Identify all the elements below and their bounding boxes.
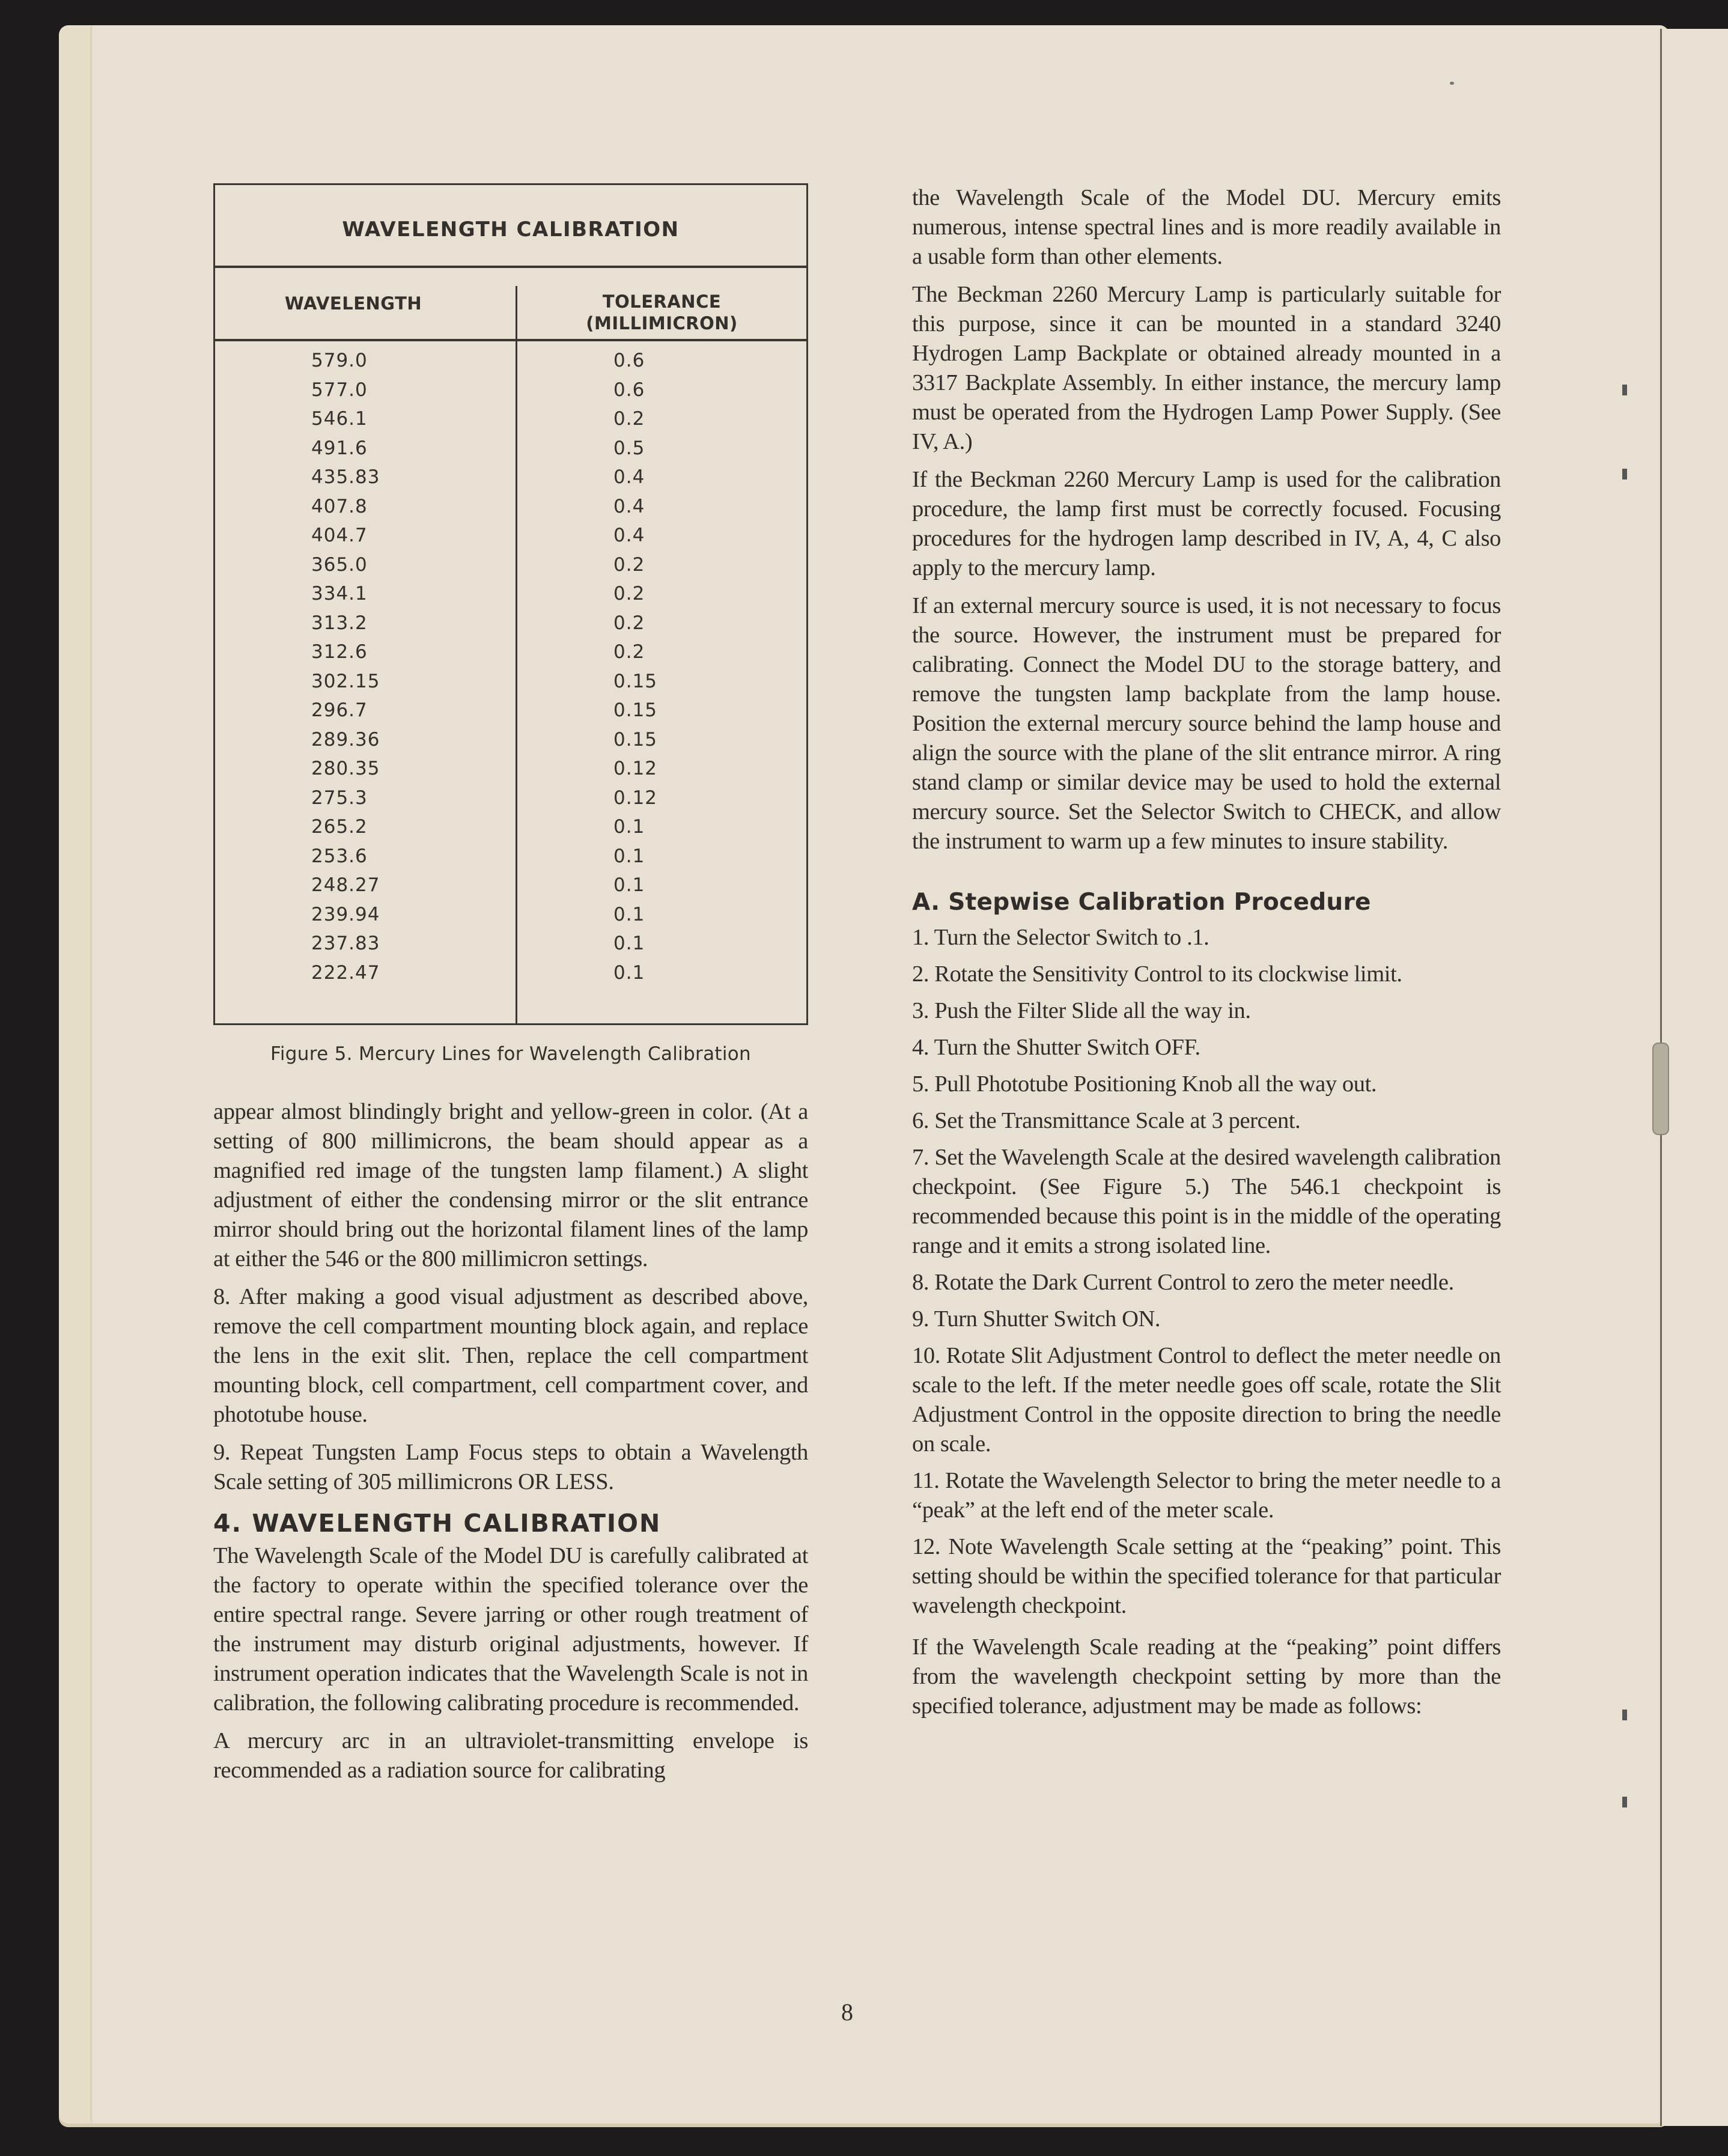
tolerance-cell: 0.2 — [613, 553, 645, 576]
tolerance-cell: 0.12 — [613, 787, 658, 809]
page-number: 8 — [841, 1999, 853, 2026]
binding-thread-icon — [1622, 469, 1627, 480]
step-8-paragraph: 8. After making a good visual adjustment as described above, remove the cell compartment mounting block again, and replace the lens in the exit slit. Then, replace the cell compartment mounting block, cell compartment, cell compartment cover, and phototube house. — [213, 1284, 808, 1427]
right-column — [912, 183, 1501, 1729]
binding-thread-icon — [1622, 1710, 1627, 1720]
wavelength-cell: 334.1 — [311, 583, 368, 604]
tolerance-cell: 0.4 — [613, 525, 645, 546]
tolerance-cell: 0.15 — [613, 699, 658, 721]
procedure-step: 10. Rotate Slit Adjustment Control to deflect the meter needle on scale to the left. If the meter needle goes off scale, rotate the Slit Adjustment Control in the opposite direction to bring the needle on scale. — [912, 1343, 1501, 1457]
binding-staple-icon — [1652, 1043, 1669, 1135]
wavelength-cell: 365.0 — [311, 553, 368, 576]
closing-paragraph: If the Wavelength Scale reading at the “peaking” point differs from the wavelength checkpoint setting by more than the specified tolerance, adjustment may be made as follows: — [912, 1634, 1501, 1719]
wavelength-cell: 577.0 — [311, 379, 368, 401]
procedure-step: 2. Rotate the Sensitivity Control to its clockwise limit. — [912, 961, 1402, 987]
step-9-paragraph: 9. Repeat Tungsten Lamp Focus steps to obtain a Wavelength Scale setting of 305 millimicrons OR LESS. — [213, 1440, 808, 1494]
figure-caption: Figure 5. Mercury Lines for Wavelength Calibration — [270, 1043, 751, 1065]
wavelength-cell: 253.6 — [311, 845, 368, 867]
wavelength-cell: 239.94 — [311, 903, 380, 925]
header-tolerance-line1: TOLERANCE — [602, 291, 722, 312]
tolerance-cell: 0.1 — [613, 816, 645, 838]
wavelength-cell: 248.27 — [311, 874, 380, 896]
tolerance-cell: 0.6 — [613, 350, 645, 371]
procedure-step: 12. Note Wavelength Scale setting at the “peaking” point. This setting should be within the specified tolerance for that particular wavelength checkpoint. — [912, 1534, 1501, 1618]
wavelength-cell: 222.47 — [311, 961, 380, 984]
binding-thread-icon — [1622, 385, 1627, 395]
table-body — [215, 341, 806, 1023]
wavelength-cell: 579.0 — [311, 350, 368, 371]
procedure-step: 4. Turn the Shutter Switch OFF. — [912, 1035, 1200, 1060]
table-title: WAVELENGTH CALIBRATION — [215, 185, 806, 268]
wavelength-cell: 546.1 — [311, 408, 368, 430]
tolerance-cell: 0.1 — [613, 961, 645, 984]
paragraph: If an external mercury source is used, it is not necessary to focus the source. However, the instrument must be prepared for calibrating. Connect the Model DU to the storage battery, and remove the tungsten lamp backplate from the lamp house. Position the external mercury source behind the lamp house and align the source with the plane of the slit entrance mirror. A ring stand clamp or similar device may be used to hold the external mercury source. Set the Selector Switch to CHECK, and allow the instrument to warm up a few minutes to insure stability. — [912, 593, 1501, 854]
facing-page-edge — [1662, 29, 1728, 2126]
procedure-step: 1. Turn the Selector Switch to .1. — [912, 925, 1209, 950]
wavelength-cell: 407.8 — [311, 495, 368, 517]
tolerance-cell: 0.15 — [613, 670, 658, 692]
wavelength-column — [215, 341, 516, 1023]
procedure-step: 8. Rotate the Dark Current Control to zero the meter needle. — [912, 1270, 1454, 1295]
tolerance-cell: 0.2 — [613, 612, 645, 634]
tolerance-cell: 0.15 — [613, 728, 658, 751]
tolerance-cell: 0.1 — [613, 874, 645, 896]
procedure-step: 5. Pull Phototube Positioning Knob all the way out. — [912, 1071, 1377, 1097]
paper-speck — [1450, 82, 1454, 85]
paragraph: The Wavelength Scale of the Model DU is carefully calibrated at the factory to operate within the specified tolerance over the entire spectral range. Severe jarring or other rough treatment of the instrument may disturb original adjustments, however. If instrument operation indicates that the Wavelength Scale is not in calibration, the following calibrating procedure is recommended. — [213, 1543, 808, 1716]
tolerance-cell: 0.5 — [613, 437, 645, 459]
procedure-step: 6. Set the Transmittance Scale at 3 percent. — [912, 1108, 1301, 1133]
wavelength-cell: 312.6 — [311, 641, 368, 663]
tolerance-cell: 0.6 — [613, 379, 645, 401]
header-tolerance-line2: (MILLIMICRON) — [586, 313, 738, 333]
subsection-heading: A. Stepwise Calibration Procedure — [912, 889, 1371, 916]
header-wavelength: WAVELENGTH — [284, 293, 422, 314]
wavelength-cell: 289.36 — [311, 728, 380, 751]
wavelength-cell: 491.6 — [311, 437, 368, 459]
paragraph: If the Beckman 2260 Mercury Lamp is used for the calibration procedure, the lamp first must be correctly focused. Focusing procedures for the hydrogen lamp described in IV, A, 4, C also apply to the mercury lamp. — [912, 467, 1501, 580]
paragraph: appear almost blindingly bright and yellow-green in color. (At a setting of 800 millimicrons, the beam should appear as a magnified red image of the tungsten lamp filament.) A slight adjustment of either the condensing mirror or the slit entrance mirror should bring out the horizontal filament lines of the lamp at either the 546 or the 800 millimicron settings. — [213, 1099, 808, 1271]
binding-thread-icon — [1622, 1797, 1627, 1807]
wavelength-cell: 296.7 — [311, 699, 368, 721]
tolerance-cell: 0.4 — [613, 466, 645, 488]
header-tolerance — [516, 286, 806, 339]
wavelength-cell: 275.3 — [311, 787, 368, 809]
paragraph: the Wavelength Scale of the Model DU. Mercury emits numerous, intense spectral lines and is more readily available in a usable form than other elements. — [912, 185, 1501, 269]
tolerance-cell: 0.1 — [613, 933, 645, 954]
procedure-step: 7. Set the Wavelength Scale at the desired wavelength calibration checkpoint. (See Figure 5.) The 546.1 checkpoint is recommended because this point is in the middle of the operating range and it emits a strong isolated line. — [912, 1145, 1501, 1258]
procedure-steps-list — [912, 923, 1501, 1621]
tolerance-cell: 0.4 — [613, 495, 645, 517]
section-heading: 4. WAVELENGTH CALIBRATION — [213, 1509, 662, 1538]
tolerance-cell: 0.2 — [613, 408, 645, 430]
procedure-step: 9. Turn Shutter Switch ON. — [912, 1306, 1161, 1332]
procedure-step: 3. Push the Filter Slide all the way in. — [912, 998, 1251, 1023]
tolerance-cell: 0.1 — [613, 845, 645, 867]
tolerance-cell: 0.1 — [613, 903, 645, 925]
wavelength-cell: 313.2 — [311, 612, 368, 634]
table-header — [215, 268, 806, 341]
wavelength-cell: 404.7 — [311, 525, 368, 546]
procedure-step: 11. Rotate the Wavelength Selector to bring the meter needle to a “peak” at the left end of the meter scale. — [912, 1468, 1501, 1523]
wavelength-cell: 435.83 — [311, 466, 380, 488]
wavelength-cell: 280.35 — [311, 758, 380, 779]
paragraph: The Beckman 2260 Mercury Lamp is particularly suitable for this purpose, since it can be mounted in a standard 3240 Hydrogen Lamp Backplate or obtained already mounted in a 3317 Backplate Assembly. In either instance, the mercury lamp must be operated from the Hydrogen Lamp Power Supply. (See IV, A.) — [912, 282, 1501, 454]
wavelength-cell: 302.15 — [311, 670, 380, 692]
tolerance-cell: 0.12 — [613, 758, 658, 779]
left-column — [213, 183, 808, 1794]
paragraph: A mercury arc in an ultraviolet-transmitting envelope is recommended as a radiation source for calibrating — [213, 1728, 808, 1783]
tolerance-column — [516, 341, 806, 1023]
wavelength-calibration-table — [213, 183, 808, 1025]
wavelength-cell: 265.2 — [311, 816, 368, 838]
tolerance-cell: 0.2 — [613, 583, 645, 604]
wavelength-cell: 237.83 — [311, 933, 380, 954]
tolerance-cell: 0.2 — [613, 641, 645, 663]
